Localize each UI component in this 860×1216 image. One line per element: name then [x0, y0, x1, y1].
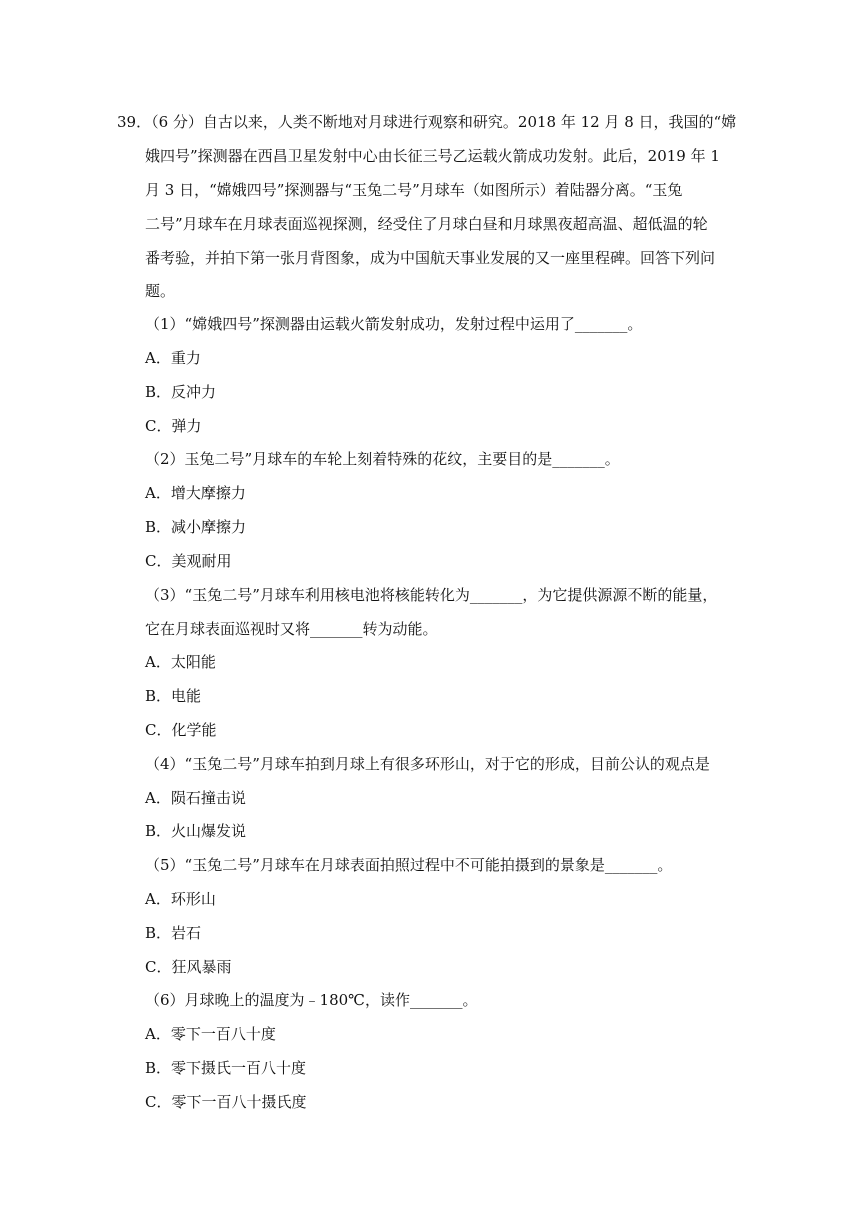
subquestion-5-option-a: A．环形山 — [145, 890, 216, 908]
subquestion-2-prompt: （2）玉兔二号”月球车的车轮上刻着特殊的花纹，主要目的是_______。 — [145, 450, 620, 468]
subquestion-5-prompt: （5）“玉兔二号”月球车在月球表面拍照过程中不可能拍摄到的景象是_______。 — [145, 856, 673, 874]
subquestion-1-option-a: A．重力 — [145, 349, 201, 367]
subquestion-2-option-b: B．减小摩擦力 — [145, 518, 247, 536]
subquestion-5-option-c: C．狂风暴雨 — [145, 958, 232, 976]
question-stem-line-6: 题。 — [145, 282, 176, 300]
subquestion-5-option-b: B．岩石 — [145, 924, 202, 942]
question-stem-line-2: 娥四号”探测器在西昌卫星发射中心由长征三号乙运载火箭成功发射。此后，2019 年 1 — [145, 147, 720, 165]
subquestion-1-prompt: （1）“嫦娥四号”探测器由运载火箭发射成功，发射过程中运用了_______。 — [145, 315, 643, 333]
subquestion-3-option-c: C．化学能 — [145, 721, 217, 739]
subquestion-4-option-a: A．陨石撞击说 — [145, 789, 246, 807]
question-stem-line-5: 番考验，并拍下第一张月背图象，成为中国航天事业发展的又一座里程碑。回答下列问 — [145, 249, 716, 267]
subquestion-3-option-b: B．电能 — [145, 687, 202, 705]
question-stem-line-3: 月 3 日，“嫦娥四号”探测器与“玉兔二号”月球车（如图所示）着陆器分离。“玉兔 — [145, 181, 683, 199]
subquestion-6-option-c: C．零下一百八十摄氏度 — [145, 1093, 307, 1111]
subquestion-4-prompt: （4）“玉兔二号”月球车拍到月球上有很多环形山，对于它的形成，目前公认的观点是 — [145, 755, 710, 773]
subquestion-3-prompt-line-2: 它在月球表面巡视时又将_______转为动能。 — [145, 620, 438, 638]
subquestion-6-prompt: （6）月球晚上的温度为﹣180℃，读作_______。 — [145, 991, 478, 1009]
subquestion-4-option-b: B．火山爆发说 — [145, 822, 247, 840]
subquestion-6-option-a: A．零下一百八十度 — [145, 1025, 276, 1043]
subquestion-3-prompt-line-1: （3）“玉兔二号”月球车利用核电池将核能转化为_______，为它提供源源不断的能量， — [145, 586, 718, 604]
subquestion-1-option-c: C．弹力 — [145, 417, 202, 435]
subquestion-1-option-b: B．反冲力 — [145, 383, 217, 401]
question-stem-line-1: 39．（6 分）自古以来，人类不断地对月球进行观察和研究。2018 年 12 月 8 日，我国的“嫦 — [117, 113, 737, 131]
question-stem-line-4: 二号”月球车在月球表面巡视探测，经受住了月球白昼和月球黑夜超高温、超低温的轮 — [145, 215, 708, 233]
subquestion-3-option-a: A．太阳能 — [145, 653, 216, 671]
subquestion-2-option-c: C．美观耐用 — [145, 552, 232, 570]
subquestion-2-option-a: A．增大摩擦力 — [145, 484, 246, 502]
subquestion-6-option-b: B．零下摄氏一百八十度 — [145, 1059, 307, 1077]
